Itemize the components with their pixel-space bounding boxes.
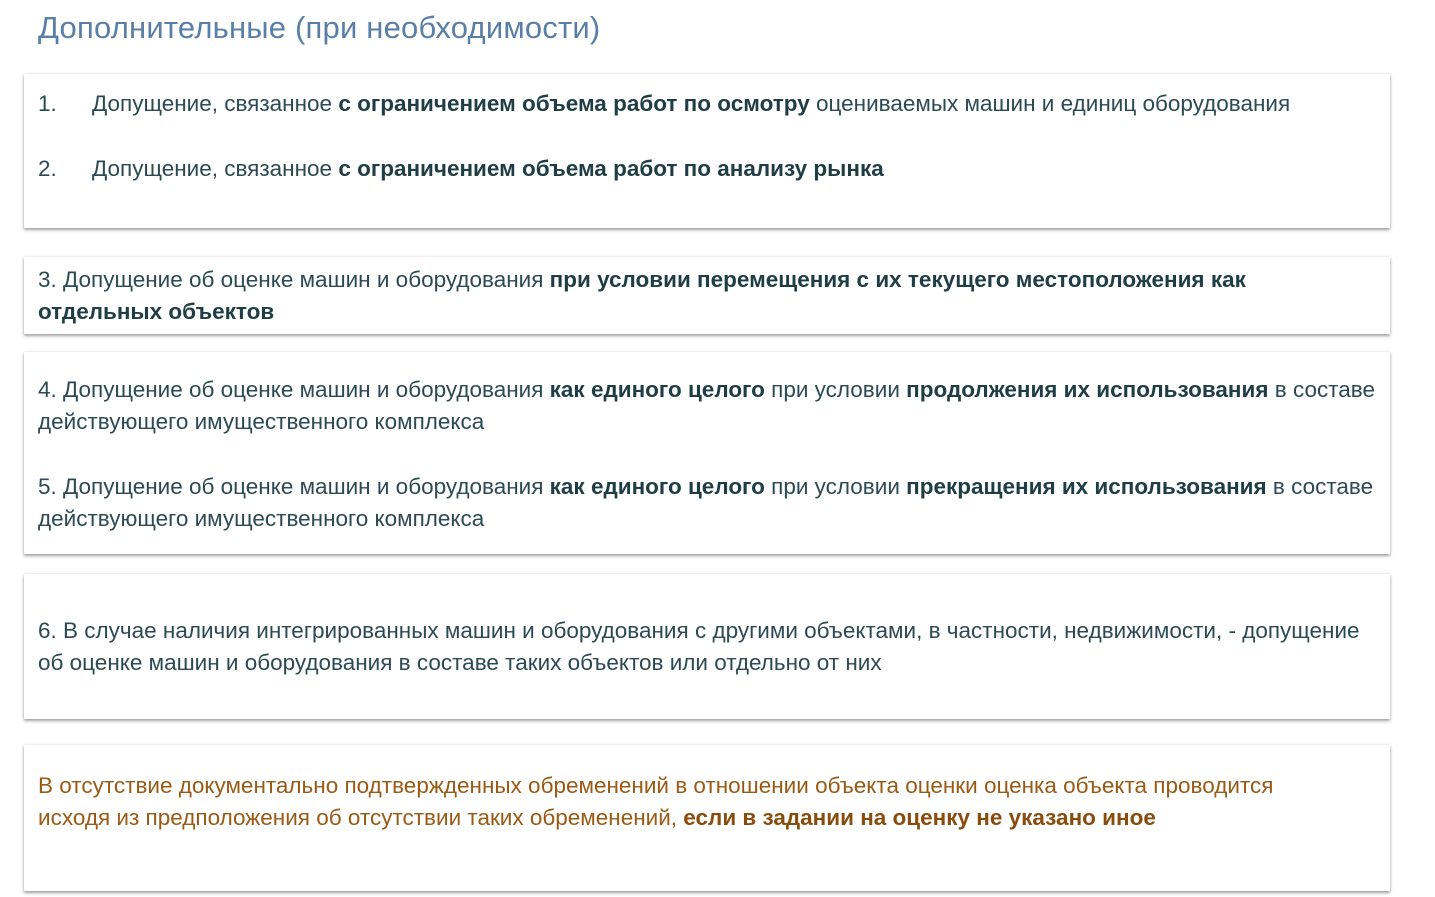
assumptions-box-1 [24, 74, 1390, 228]
item-text: Допущение, связанное с ограничением объема работ по осмотру оцениваемых машин и единиц оборудования [92, 91, 1291, 116]
item-number: 1. [38, 91, 57, 116]
assumptions-box-4 [24, 574, 1390, 719]
encumbrance-note-box [24, 745, 1390, 891]
assumption-item-3: 3. Допущение об оценке машин и оборудования при условии перемещения с их текущего местоположения как отдельных объектов [38, 267, 1246, 324]
encumbrance-note: В отсутствие документально подтвержденных обременений в отношении объекта оценки оценка объекта проводится исходя из предположения об отсутствии таких обременений, если в задании на оценку не указано иное [38, 773, 1274, 830]
assumption-item-4: 4. Допущение об оценке машин и оборудования как единого целого при условии продолжения их использования в составе действующего имущественного комплекса [38, 377, 1375, 434]
page-title: Дополнительные (при необходимости) [38, 10, 601, 45]
item-number: 2. [38, 156, 57, 181]
assumption-item-2 [38, 153, 1376, 185]
assumption-item-5: 5. Допущение об оценке машин и оборудования как единого целого при условии прекращения их использования в составе действующего имущественного комплекса [38, 474, 1374, 531]
assumption-item-6: 6. В случае наличия интегрированных машин и оборудования с другими объектами, в частности, недвижимости, - допущение об оценке машин и оборудования в составе таких объектов или отдельно от них [38, 618, 1360, 675]
assumptions-box-2 [24, 257, 1390, 334]
item-text: Допущение, связанное с ограничением объема работ по анализу рынка [92, 156, 884, 181]
assumptions-box-3 [24, 352, 1390, 554]
assumption-item-1 [38, 88, 1376, 120]
